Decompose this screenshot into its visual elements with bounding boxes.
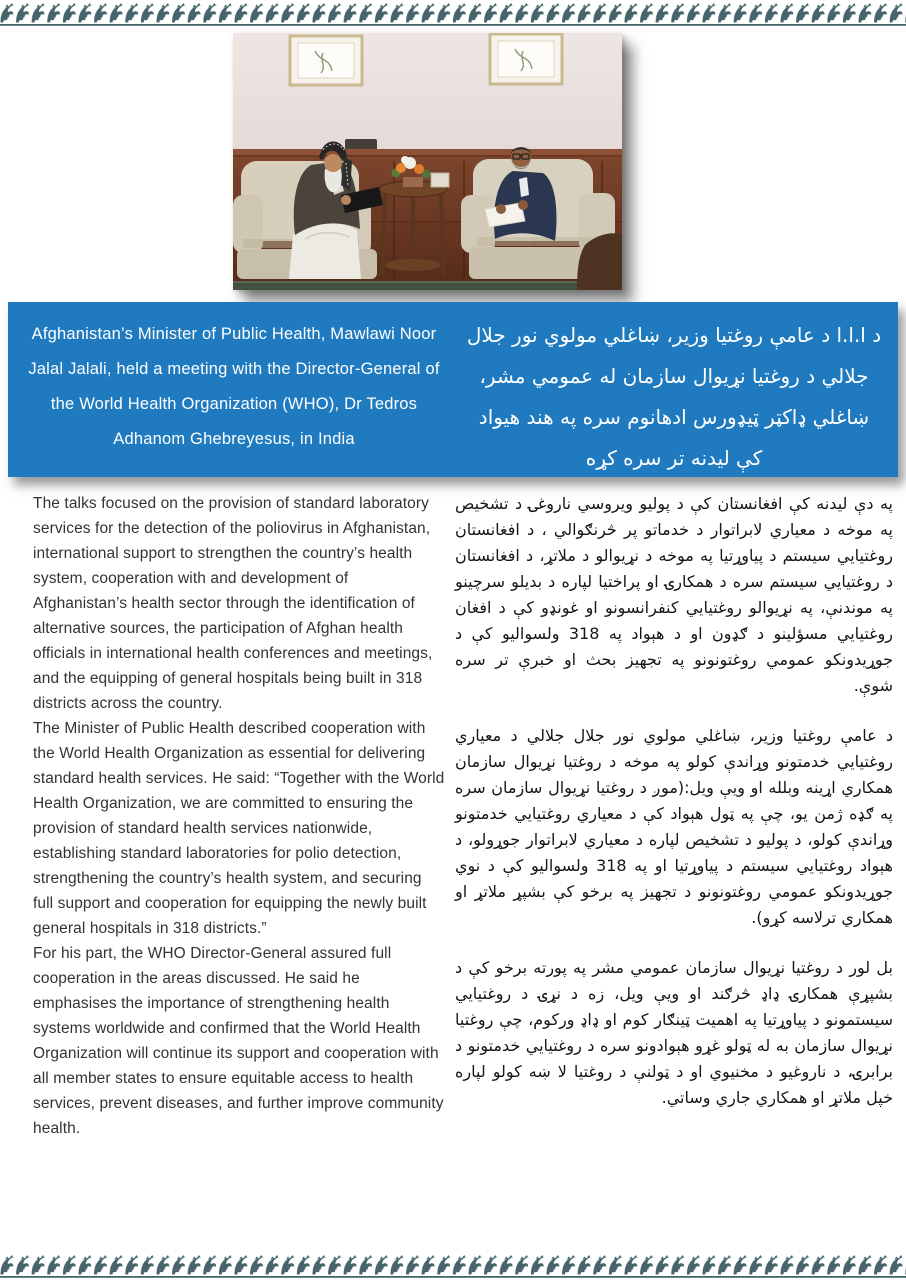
title-banner (8, 302, 898, 477)
banner-title-pashto: د ا.ا.ا د عامې روغتیا وزیر، ښاغلي مولوي نور جلال جلالي د روغتیا نړیوال سازمان له عمومي مشر، ښاغلي ډاکټر ټیډورس ادهانوم سره په هند هیواد کې لیدنه تر سره کړه (466, 323, 882, 470)
pashto-paragraph-2: د عامې روغتیا وزیر، ښاغلي مولوي نور جلال جلالي د معیاري روغتیایي خدمتونو وړاندې کولو په موخه د روغتیا نړیوال سازمان همکاري اړینه وبلله او ویې ویل:(موږ د روغتیا نړیوال سازمان سره په ګډه ژمن یو، چې په ټول هېواد کې د معیاري روغتیایي خدمتونو وړاندې کولو، د پولیو د تشخیص لپاره د معیاري لابراتوار جوړولو، د هېواد روغتیایي سیستم د پیاوړتیا او په 318 ولسوالیو کې د نوي جوړیدونکو عمومي روغتونونو د تجهیز په برخو کې بشپړ ملاتړ او همکاري ترلاسه کړو). (455, 726, 893, 927)
pashto-paragraph-3: بل لور د روغتیا نړیوال سازمان عمومي مشر په پورته برخو کې د بشپړې همکارۍ ډاډ څرګند او ویې ویل، زه د نړۍ د روغتیایي سیستمونو د پیاوړتیا په اهمیت ټینګار کوم او ډاډ ورکوم، چې روغتیا نړیوال سازمان به له ټولو غړو هېوادونو سره د روغتیایي خدمتونو د برابرۍ، د ناروغیو د مخنیوي او د ټولنې د روغتیا لا ښه کولو لپاره خپل ملاتړ او همکاري جاري وساتي. (455, 958, 893, 1107)
article-body (33, 491, 893, 1141)
article-english-column (33, 491, 445, 1141)
pashto-paragraph-1: په دې لیدنه کې افغانستان کې د پولیو ویروسي ناروغۍ د تشخیص په موخه د معیاري لابراتوار د خدماتو پر څرنګوالي ، د افغانستان روغتیایي سیستم د پیاوړتیا په موخه د نړیوالو د ملاتړ، د افغانستان د روغتیایي سیستم سره د همکارۍ او پراختیا لپاره د بدیلو سرچینو په موندنې، په نړیوالو روغتیایي کنفرانسونو او غونډو کې د افغان روغتیایي مسؤلینو د ګډون او د هېواد په 318 ولسوالیو کې د جوړیدونکو عمومي روغتونونو په تجهیز بحث او خبرې تر سره شوې. (455, 494, 893, 695)
wave-scroll-border-bottom (0, 1255, 906, 1279)
english-paragraph-2: The Minister of Public Health described cooperation with the World Health Organization as essential for delivering standard health services. He said: “Together with the World Health Organization, we are committed to ensuring the provision of standard health services nationwide, establishing standard laboratories for polio detection, strengthening the country’s health system, and securing full support and cooperation for equipping the newly built general hospitals in 318 districts.” (33, 720, 445, 937)
carpet (233, 281, 622, 290)
english-paragraph-3: For his part, the WHO Director-General assured full cooperation in the areas discussed. He said he emphasises the importance of strengthening health systems worldwide and confirmed that the World Health Organization will continue its support and cooperation with all member states to ensure equitable access to health services, prevent diseases, and further improve community health. (33, 945, 444, 1137)
wave-scroll-border-top (0, 3, 906, 27)
article-pashto-column (455, 491, 893, 1141)
framed-picture-right (490, 34, 562, 84)
meeting-photo (233, 33, 622, 290)
english-paragraph-1: The talks focused on the provision of standard laboratory services for the detection of the poliovirus in Afghanistan, international support to strengthen the country’s health system, cooperation with and development of Afghanistan’s health sector through the identification of alternative sources, the participation of Afghan health officials in international health conferences and meetings, and the equipping of general hospitals being built in 318 districts across the country. (33, 495, 433, 712)
banner-title-english: Afghanistan’s Minister of Public Health, Mawlawi Noor Jalal Jalali, held a meeting with the Director-General of the World Health Organization (WHO), Dr Tedros Adhanom Ghebreyesus, in India (28, 325, 440, 448)
framed-picture-left (290, 36, 362, 85)
